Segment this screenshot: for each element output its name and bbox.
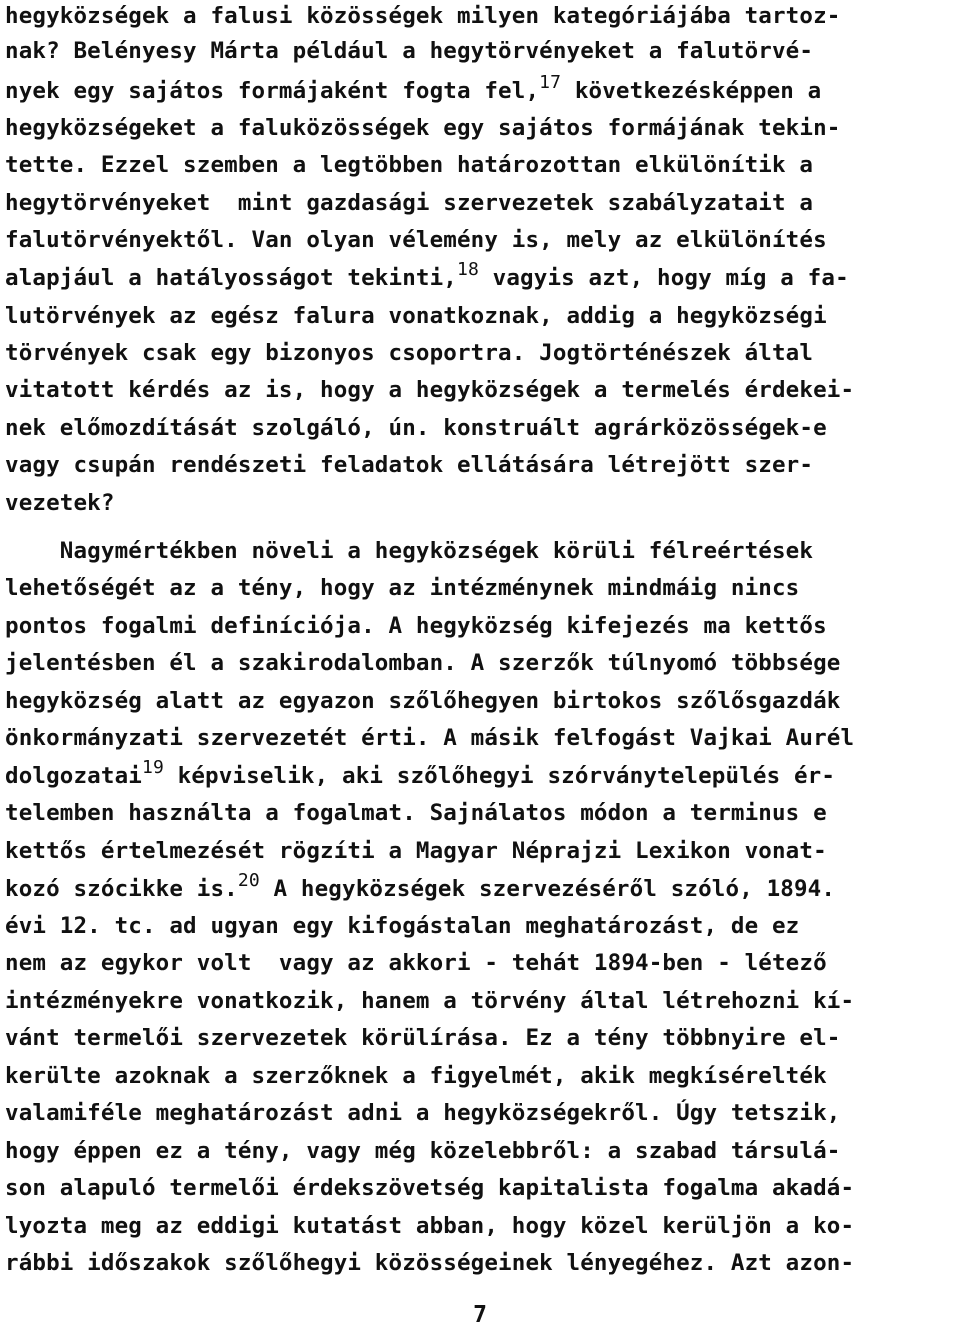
footnote-marker: 20 (237, 870, 260, 891)
text-segment: A hegyközségek szervezéséről szóló, 1894. (259, 876, 836, 902)
text-line: törvények csak egy bizonyos csoportra. Jogtörténészek által (5, 340, 814, 366)
text-segment: nyek egy sajátos formájaként fogta fel, (5, 78, 540, 104)
page-number: 7 (473, 1302, 487, 1328)
text-line: lyozta meg az eddigi kutatást abban, hogy közel kerüljön a ko- (5, 1213, 855, 1239)
text-line: falutörvényektől. Van olyan vélemény is, mely az elkülönítés (5, 227, 827, 253)
text-line: lehetőségét az a tény, hogy az intézménynek mindmáig nincs (5, 575, 800, 601)
text-segment: következésképpen a (561, 78, 822, 104)
text-line: Nagymértékben növeli a hegyközségek körüli félreértések (5, 538, 814, 564)
text-line: kettős értelmezését rögzíti a Magyar Néprajzi Lexikon vonat- (5, 838, 827, 864)
text-line: lutörvények az egész falura vonatkoznak, addig a hegyközségi (5, 303, 827, 329)
footnote-marker: 19 (141, 757, 164, 778)
text-segment: kozó szócikke is. (5, 876, 238, 902)
text-line (5, 757, 835, 795)
text-line: tette. Ezzel szemben a legtöbben határozottan elkülönítik a (5, 152, 814, 178)
text-line: vánt termelői szervezetek körülírása. Ez a tény többnyire el- (5, 1025, 841, 1051)
footnote-marker: 18 (456, 259, 479, 280)
text-line: intézményekre vonatkozik, hanem a törvény által létrehozni kí- (5, 988, 855, 1014)
text-line: nem az egykor volt vagy az akkori - tehát 1894-ben - létező (5, 950, 827, 976)
text-line (5, 870, 835, 908)
text-line: hegytörvényeket mint gazdasági szervezetek szabályzatait a (5, 190, 814, 216)
text-line: valamiféle meghatározást adni a hegyközségekről. Úgy tetszik, (5, 1100, 841, 1126)
text-segment: vagyis azt, hogy míg a fa- (478, 265, 849, 291)
text-line: hegyközség alatt az egyazon szőlőhegyen birtokos szőlősgazdák (5, 688, 841, 714)
text-line: son alapuló termelői érdekszövetség kapitalista fogalma akadá- (5, 1175, 855, 1201)
text-segment: dolgozatai (5, 763, 142, 789)
text-line: kerülte azoknak a szerzőknek a figyelmét, akik megkísérelték (5, 1063, 827, 1089)
text-line: önkormányzati szervezetét érti. A másik felfogást Vajkai Aurél (5, 725, 855, 751)
text-segment: képviselik, aki szőlőhegyi szórványtelepülés ér- (163, 763, 836, 789)
text-segment: alapjául a hatályosságot tekinti, (5, 265, 457, 291)
text-line: nek előmozdítását szolgáló, ún. konstruált agrárközösségek-e (5, 415, 827, 441)
footnote-marker: 17 (539, 72, 562, 93)
text-line: nak? Belényesy Márta például a hegytörvényeket a falutörvé- (5, 38, 814, 64)
text-line: jelentésben él a szakirodalomban. A szerzők túlnyomó többsége (5, 650, 841, 676)
text-line: vitatott kérdés az is, hogy a hegyközségek a termelés érdekei- (5, 377, 855, 403)
text-line: telemben használta a fogalmat. Sajnálatos módon a terminus e (5, 800, 827, 826)
text-line: pontos fogalmi definíciója. A hegyközség kifejezés ma kettős (5, 613, 827, 639)
text-line: hegyközségek a falusi közösségek milyen kategóriájába tartoz- (5, 3, 841, 29)
text-line: hegyközségeket a faluközösségek egy sajátos formájának tekin- (5, 115, 841, 141)
text-line (5, 72, 821, 110)
text-line: hogy éppen ez a tény, vagy még közelebbről: a szabad társulá- (5, 1138, 841, 1164)
text-line: vezetek? (5, 490, 115, 516)
text-line: vagy csupán rendészeti feladatok ellátására létrejött szer- (5, 452, 814, 478)
text-line: rábbi időszakok szőlőhegyi közösségeinek lényegéhez. Azt azon- (5, 1250, 855, 1276)
text-line (5, 259, 849, 297)
text-line: évi 12. tc. ad ugyan egy kifogástalan meghatározást, de ez (5, 913, 800, 939)
